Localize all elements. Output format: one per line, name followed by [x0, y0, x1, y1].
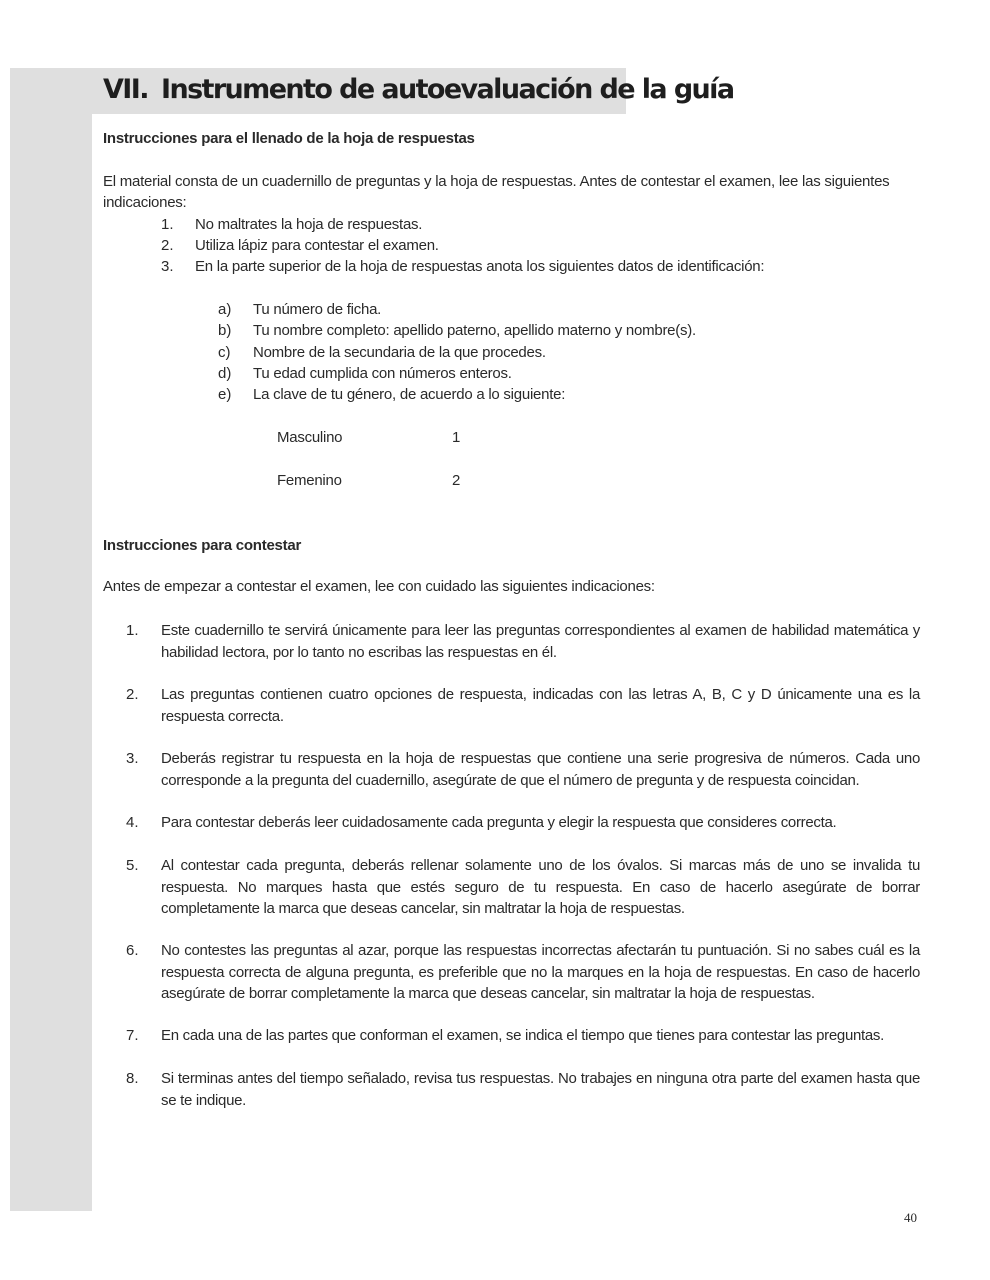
section-number: VII.	[103, 74, 148, 105]
step-text: En la parte superior de la hoja de respuestas anota los siguientes datos de identificación:	[195, 258, 765, 275]
fill-intro-line1: El material consta de un cuadernillo de preguntas y la hoja de respuestas. Antes de contestar el examen, lee las siguientes	[103, 173, 890, 190]
instruction-text: No contestes las preguntas al azar, porque las respuestas incorrectas afectarán tu puntuación. Si no sabes cuál es la respuesta correcta de alguna pregunta, es preferible que no la marques en la hoja de respuestas. En caso de hacerlo asegúrate de borrar completamente la marca que deseas cancelar, sin maltratar la hoja de respuestas.	[161, 942, 920, 1002]
section-title-text: Instrumento de autoevaluación de la guía	[161, 74, 734, 105]
data-item-text: La clave de tu género, de acuerdo a lo siguiente:	[253, 386, 566, 403]
data-item-text: Tu nombre completo: apellido paterno, apellido materno y nombre(s).	[253, 322, 696, 339]
step-text: No maltrates la hoja de respuestas.	[195, 216, 423, 233]
data-item-text: Tu número de ficha.	[253, 301, 382, 318]
data-item-text: Nombre de la secundaria de la que procedes.	[253, 344, 546, 361]
instruction-number: 4.	[126, 814, 139, 831]
gender-code: 1	[452, 429, 461, 446]
fill-intro-line2: indicaciones:	[103, 194, 187, 211]
data-item-letter: d)	[218, 365, 232, 382]
answer-intro: Antes de empezar a contestar el examen, lee con cuidado las siguientes indicaciones:	[103, 578, 655, 595]
instruction-text: Para contestar deberás leer cuidadosamente cada pregunta y elegir la respuesta que consideres correcta.	[161, 814, 837, 831]
instruction-text: Este cuadernillo te servirá únicamente para leer las preguntas correspondientes al examen de habilidad matemática y habilidad lectora, por lo tanto no escribas las respuestas en él.	[161, 622, 920, 661]
instruction-number: 7.	[126, 1027, 139, 1044]
instruction-number: 6.	[126, 942, 139, 959]
section-title	[103, 72, 733, 108]
instruction-number: 3.	[126, 750, 139, 767]
step-number: 2.	[161, 237, 174, 254]
gender-code: 2	[452, 472, 461, 489]
fill-heading: Instrucciones para el llenado de la hoja de respuestas	[103, 130, 475, 147]
gender-label: Masculino	[277, 429, 343, 446]
instruction-text: Si terminas antes del tiempo señalado, revisa tus respuestas. No trabajes en ninguna otra parte del examen hasta que se te indique.	[161, 1070, 920, 1109]
data-item-text: Tu edad cumplida con números enteros.	[253, 365, 512, 382]
step-number: 1.	[161, 216, 174, 233]
instruction-text: Al contestar cada pregunta, deberás rellenar solamente uno de los óvalos. Si marcas más de uno se invalida tu respuesta. No marques hasta que estés seguro de tu respuesta. En caso de hacerlo asegúrate de borrar completamente la marca que deseas cancelar, sin maltratar la hoja de respuestas.	[161, 857, 920, 917]
step-text: Utiliza lápiz para contestar el examen.	[195, 237, 439, 254]
data-item-letter: b)	[218, 322, 232, 339]
step-number: 3.	[161, 258, 174, 275]
instruction-text: En cada una de las partes que conforman el examen, se indica el tiempo que tienes para contestar las preguntas.	[161, 1027, 885, 1044]
instruction-text: Las preguntas contienen cuatro opciones de respuesta, indicadas con las letras A, B, C y D únicamente una es la respuesta correcta.	[161, 686, 920, 725]
instruction-number: 2.	[126, 686, 139, 703]
data-item-letter: c)	[218, 344, 231, 361]
gender-label: Femenino	[277, 472, 342, 489]
instruction-number: 8.	[126, 1070, 139, 1087]
answer-heading: Instrucciones para contestar	[103, 537, 302, 554]
instruction-text: Deberás registrar tu respuesta en la hoja de respuestas que contiene una serie progresiva de números. Cada uno corresponde a la pregunta del cuadernillo, asegúrate de que el número de pregunta y de respuesta coincidan.	[161, 750, 920, 789]
instruction-number: 5.	[126, 857, 139, 874]
data-item-letter: a)	[218, 301, 232, 318]
data-item-letter: e)	[218, 386, 232, 403]
side-margin-band	[10, 68, 92, 1211]
instruction-number: 1.	[126, 622, 139, 639]
page-number: 40	[904, 1210, 917, 1225]
